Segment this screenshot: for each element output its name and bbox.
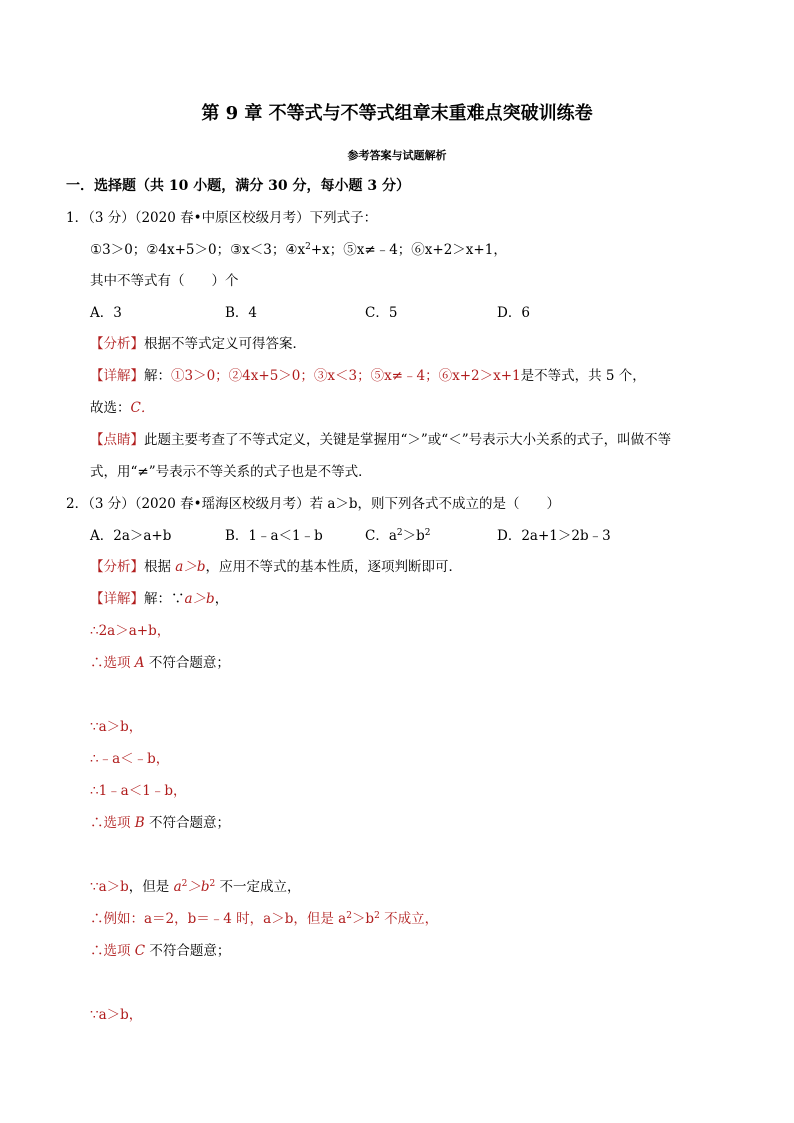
detail-cond: a＞b — [184, 591, 215, 607]
q2-step-9 — [90, 941, 230, 961]
detail-tail: 是不等式，共 5 个， — [520, 368, 646, 384]
choose-lead: 故选： — [90, 400, 131, 416]
q1-option-b: B．4 — [225, 305, 258, 321]
comment-line-1: 此题主要考查了不等式定义，关键是掌握用“＞”或“＜”号表示大小关系的式子，叫做不等 — [144, 432, 672, 448]
detail-lead: 解： — [144, 368, 171, 384]
step7-cond: ∵a＞b — [90, 879, 129, 895]
q2-step-1: ∴2a＞a+b， — [90, 623, 171, 639]
q1-analysis — [90, 334, 306, 354]
q2-step-6 — [90, 813, 230, 833]
q2-analysis — [90, 557, 462, 577]
q2-option-b: B．1﹣a＜1﹣b — [225, 528, 323, 544]
expr-1: ①3＞0； — [90, 242, 147, 258]
q1-option-d: D．6 — [497, 305, 530, 321]
expr-6: ⑥x+2＞x+1， — [411, 242, 507, 258]
analysis-cond: a＞b — [175, 559, 206, 575]
step6-option: B — [134, 815, 145, 831]
expr-4-tail: +x； — [310, 242, 344, 258]
opt-c-exp1: 2 — [396, 528, 403, 538]
step8-b: ＞b — [351, 911, 375, 927]
detail-lead: 解：∵ — [144, 591, 185, 607]
q2-step-5: ∴1﹣a＜1﹣b， — [90, 783, 187, 799]
q1-stem: 1．（3 分）（2020 春•中原区校级月考）下列式子： — [66, 210, 378, 226]
step9-tail: 不符合题意； — [145, 943, 231, 959]
step7-tail: 不一定成立， — [215, 879, 301, 895]
q2-step-3: ∵a＞b， — [90, 719, 143, 735]
q1-comment — [90, 430, 671, 450]
choose-value: C． — [130, 400, 155, 416]
step9-option: C — [134, 943, 146, 959]
expr-5: ⑤x≠﹣4； — [343, 242, 412, 258]
step7-exp1: 2 — [181, 879, 188, 889]
step8-lead: ∴例如：a＝2，b＝﹣4 时，a＞b，但是 a — [90, 911, 347, 927]
step8-exp2: 2 — [374, 911, 380, 921]
q2-stem: 2．（3 分）（2020 春•瑶海区校级月考）若 a＞b，则下列各式不成立的是（ ） — [66, 496, 561, 512]
section-heading: 一．选择题（共 10 小题，满分 30 分，每小题 3 分） — [66, 178, 410, 194]
q2-detail — [90, 589, 228, 609]
q1-comment-2: 式，用“≠”号表示不等关系的式子也是不等式． — [90, 464, 372, 480]
q1-ask: 其中不等式有（ ）个 — [90, 273, 239, 289]
step6-tail: 不符合题意； — [144, 815, 231, 831]
step7-a: a — [173, 879, 182, 895]
analysis-tail: ，应用不等式的基本性质，逐项判断即可． — [205, 559, 462, 575]
q2-step-2 — [90, 653, 230, 673]
detail-expressions: ①3＞0；②4x+5＞0；③x＜3；⑤x≠﹣4；⑥x+2＞x+1 — [171, 368, 521, 384]
step8-exp1: 2 — [346, 911, 352, 921]
q1-detail — [90, 366, 646, 386]
q1-option-c: C．5 — [365, 305, 398, 321]
analysis-tag: 【分析】 — [90, 559, 144, 575]
detail-tag: 【详解】 — [90, 368, 144, 384]
opt-c-exp2: 2 — [424, 528, 431, 538]
opt-c-a: C．a — [365, 528, 397, 544]
comment-tag: 【点睛】 — [90, 432, 144, 448]
step7-mid: ，但是 — [128, 879, 174, 895]
q2-option-a: A．2a＞a+b — [90, 528, 172, 544]
analysis-tag: 【分析】 — [90, 336, 144, 352]
expr-2: ②4x+5＞0； — [146, 242, 231, 258]
q2-step-4: ∴﹣a＜﹣b， — [90, 751, 170, 767]
detail-comma: ， — [214, 591, 229, 607]
q1-option-a: A．3 — [90, 305, 122, 321]
q1-choose — [90, 398, 154, 418]
q2-option-d: D．2a+1＞2b﹣3 — [497, 528, 611, 544]
analysis-lead: 根据 — [144, 559, 176, 575]
q1-expressions — [90, 240, 507, 260]
page-title: 第 9 章 不等式与不等式组章末重难点突破训练卷 — [201, 103, 593, 124]
q2-option-c — [365, 526, 431, 546]
expr-4: ④x — [285, 242, 306, 258]
step7-exp2: 2 — [209, 879, 216, 889]
step2-lead: ∴选项 — [90, 655, 135, 671]
analysis-text: 根据不等式定义可得答案． — [144, 336, 306, 352]
step9-lead: ∴选项 — [90, 943, 135, 959]
detail-tag: 【详解】 — [90, 591, 144, 607]
q2-step-8 — [90, 909, 438, 929]
q2-step-10: ∵a＞b， — [90, 1007, 143, 1023]
page-subtitle: 参考答案与试题解析 — [347, 149, 447, 162]
step2-tail: 不符合题意； — [144, 655, 230, 671]
step2-option: A — [134, 655, 145, 671]
expr-3: ③x＜3； — [230, 242, 286, 258]
step8-tail: 不成立， — [379, 911, 439, 927]
step7-b: ＞b — [187, 879, 210, 895]
q2-step-7 — [90, 877, 301, 897]
opt-c-b: ＞b — [402, 528, 425, 544]
step6-lead: ∴选项 — [90, 815, 135, 831]
expr-4-exp: 2 — [305, 242, 311, 252]
